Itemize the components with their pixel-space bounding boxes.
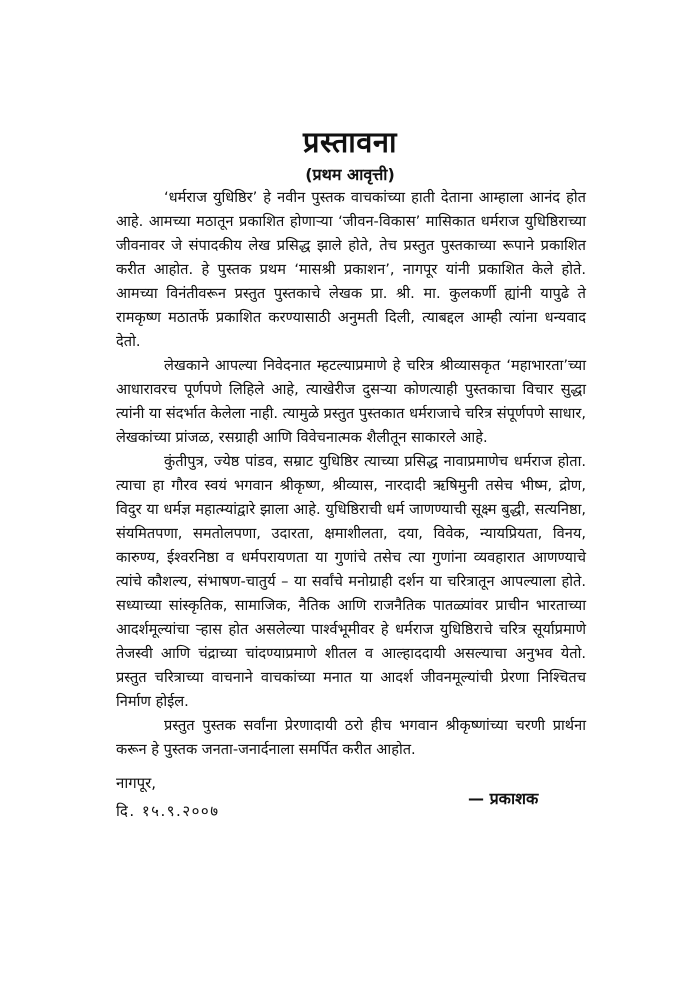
page-title: प्रस्तावना	[302, 125, 398, 159]
paragraph: कुंतीपुत्र, ज्येष्ठ पांडव, सम्राट युधिष्ठिर त्याच्या प्रसिद्ध नावाप्रमाणेच धर्मराज होता. त्याचा हा गौरव स्वयं भगवान श्रीकृष्ण, श्रीव्यास, नारदादी ऋषिमुनी तसेच भीष्म, द्रोण, विदुर या धर्मज्ञ महात्म्यांद्वारे झाला आहे. युधिष्ठिराची धर्म जाणण्याची सूक्ष्म बुद्धी, सत्यनिष्ठा, संयमितपणा, समतोलपणा, उदारता, क्षमाशीलता, दया, विवेक, न्यायप्रियता, विनय, कारुण्य, ईश्वरनिष्ठा व धर्मपरायणता या गुणांचे तसेच त्या गुणांना व्यवहारात आणण्याचे त्यांचे कौशल्य, संभाषण-चातुर्य – या सर्वांचे मनोग्राही दर्शन या चरित्रातून आपल्याला होते. सध्याच्या सांस्कृतिक, सामाजिक, नैतिक आणि राजनैतिक पातळ्यांवर प्राचीन भारताच्या आदर्शमूल्यांचा ऱ्हास होत असलेल्या पार्श्वभूमीवर हे धर्मराज युधिष्ठिराचे चरित्र सूर्याप्रमाणे तेजस्वी आणि चंद्राच्या चांदण्याप्रमाणे शीतल व आल्हाददायी असल्याचा अनुभव येतो. प्रस्तुत चरित्राच्या वाचनाने वाचकांच्या मनात या आदर्श जीवनमूल्यांची प्रेरणा निश्चितच निर्माण होईल.	[116, 453, 586, 710]
paragraph: ‘धर्मराज युधिष्ठिर’ हे नवीन पुस्तक वाचकांच्या हाती देताना आम्हाला आनंद होत आहे. आमच्या मठातून प्रकाशित होणाऱ्या ‘जीवन-विकास’ मासिकात धर्मराज युधिष्ठिराच्या जीवनावर जे संपादकीय लेख प्रसिद्ध झाले होते, तेच प्रस्तुत पुस्तकाच्या रूपाने प्रकाशित करीत आहोत. हे पुस्तक प्रथम ‘मासश्री प्रकाशन’, नागपूर यांनी प्रकाशित केले होते. आमच्या विनंतीवरून प्रस्तुत पुस्तकाचे लेखक प्रा. श्री. मा. कुलकर्णी ह्यांनी यापुढे ते रामकृष्ण मठातर्फे प्रकाशित करण्यासाठी अनुमती दिली, त्याबद्दल आम्ही त्यांना धन्यवाद देतो.	[116, 189, 586, 350]
paragraph: लेखकाने आपल्या निवेदनात म्हटल्याप्रमाणे हे चरित्र श्रीव्यासकृत ‘महाभारता’च्या आधारावरच पूर्णपणे लिहिले आहे, त्याखेरीज दुसऱ्या कोणत्याही पुस्तकाचा विचार सुद्धा त्यांनी या संदर्भात केलेला नाही. त्यामुळे प्रस्तुत पुस्तकात धर्मराजाचे चरित्र संपूर्णपणे साधार, लेखकांच्या प्रांजळ, रसग्राही आणि विवेचनात्मक शैलीतून साकारले आहे.	[116, 357, 586, 446]
publication-date: दि. १५.९.२००७	[116, 802, 220, 820]
publisher-signature: — प्रकाशक	[468, 789, 539, 808]
place-of-publication: नागपूर,	[116, 774, 157, 792]
preface-body	[116, 186, 586, 762]
paragraph: प्रस्तुत पुस्तक सर्वांना प्रेरणादायी ठरो हीच भगवान श्रीकृष्णांच्या चरणी प्रार्थना करून हे पुस्तक जनता-जनार्दनाला समर्पित करीत आहोत.	[116, 717, 586, 758]
edition-subtitle: (प्रथम आवृत्ती)	[305, 165, 395, 184]
